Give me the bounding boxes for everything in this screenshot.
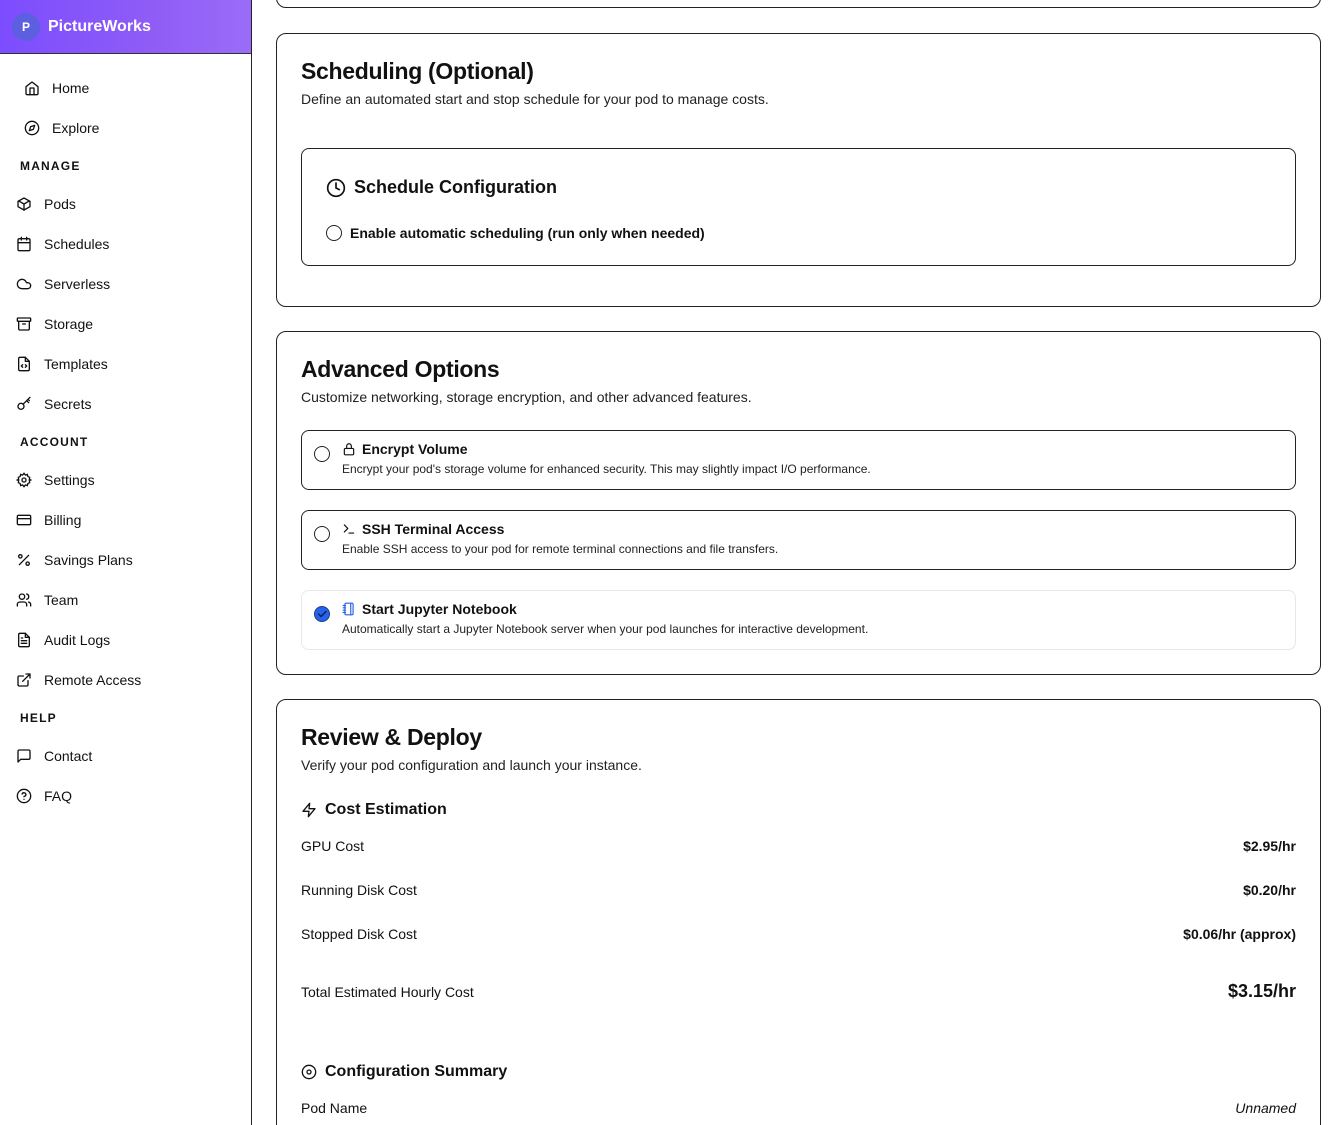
sidebar-item-pods[interactable] [0, 184, 251, 224]
advanced-options-description: Customize networking, storage encryption, and other advanced features. [301, 389, 752, 405]
compass-icon [24, 120, 40, 136]
external-link-icon [16, 672, 32, 688]
clock-icon [326, 178, 346, 198]
sidebar-item-label: Schedules [44, 236, 110, 252]
home-icon [24, 80, 40, 96]
sidebar-section-manage [0, 148, 251, 424]
sidebar-item-label: Savings Plans [44, 552, 133, 568]
sidebar-top-nav [0, 54, 251, 148]
brand-avatar: P [12, 13, 40, 41]
brand-name: PictureWorks [48, 17, 151, 35]
ssh-terminal-radio[interactable] [314, 526, 330, 542]
sidebar-item-label: FAQ [44, 788, 73, 804]
calendar-icon [16, 236, 32, 252]
option-title: Encrypt Volume [362, 441, 468, 457]
sidebar-item-billing[interactable] [0, 500, 251, 540]
advanced-options-title: Advanced Options [301, 356, 500, 382]
cost-row-stopped-disk [301, 926, 1296, 942]
file-text-icon [16, 632, 32, 648]
notebook-icon [342, 602, 356, 616]
option-ssh-terminal-access[interactable] [301, 510, 1296, 570]
sidebar-item-team[interactable] [0, 580, 251, 620]
sidebar-section-account [0, 424, 251, 700]
total-cost-row [301, 981, 1296, 1002]
configuration-summary-title [301, 1063, 507, 1081]
total-cost-label: Total Estimated Hourly Cost [301, 983, 474, 1000]
summary-label: Pod Name [301, 1100, 368, 1116]
sidebar-item-audit-logs[interactable] [0, 620, 251, 660]
terminal-icon [342, 522, 356, 536]
sidebar-item-label: Remote Access [44, 672, 142, 688]
sidebar-item-storage[interactable] [0, 304, 251, 344]
sidebar-item-contact[interactable] [0, 736, 251, 776]
option-title-row [342, 521, 504, 537]
users-icon [16, 592, 32, 608]
sidebar-item-label: Pods [44, 196, 76, 212]
check-icon [316, 608, 328, 620]
scheduling-title: Scheduling (Optional) [301, 58, 534, 84]
summary-row-pod-name [301, 1100, 1296, 1116]
sidebar-item-home[interactable] [0, 68, 251, 108]
schedule-configuration-title [326, 177, 557, 198]
enable-scheduling-radio[interactable] [326, 225, 342, 241]
sidebar-item-remote-access[interactable] [0, 660, 251, 700]
scheduling-description: Define an automated start and stop schedule for your pod to manage costs. [301, 91, 769, 107]
percent-icon [16, 552, 32, 568]
sidebar-item-label: Billing [44, 512, 82, 528]
sidebar-section-help [0, 700, 251, 816]
sidebar-item-label: Serverless [44, 276, 111, 292]
advanced-options-card [276, 331, 1321, 675]
option-title: SSH Terminal Access [362, 521, 505, 537]
enable-scheduling-option[interactable] [326, 225, 705, 241]
sidebar-item-templates[interactable] [0, 344, 251, 384]
section-title: HELP [20, 711, 57, 725]
archive-icon [16, 316, 32, 332]
cost-label: Running Disk Cost [301, 882, 417, 898]
sidebar-item-label: Storage [44, 316, 94, 332]
sidebar-item-label: Templates [44, 356, 108, 372]
section-title: ACCOUNT [20, 435, 89, 449]
sidebar-item-secrets[interactable] [0, 384, 251, 424]
lock-icon [342, 442, 356, 456]
box-icon [16, 196, 32, 212]
cost-row-gpu [301, 838, 1296, 854]
total-cost-value: $3.15/hr [1227, 981, 1296, 1001]
cost-estimation-label: Cost Estimation [325, 801, 447, 818]
review-deploy-description: Verify your pod configuration and launch your instance. [301, 757, 642, 773]
sidebar-item-label: Secrets [44, 396, 92, 412]
cost-value: $0.06/hr (approx) [1183, 926, 1296, 942]
sidebar-item-schedules[interactable] [0, 224, 251, 264]
option-title-row [342, 441, 468, 457]
sidebar-item-label: Explore [52, 120, 100, 136]
section-title: MANAGE [20, 159, 81, 173]
main-content [252, 0, 1339, 1125]
sidebar-item-savings-plans[interactable] [0, 540, 251, 580]
file-code-icon [16, 356, 32, 372]
review-deploy-title: Review & Deploy [301, 724, 482, 750]
gear-icon [16, 472, 32, 488]
key-icon [16, 396, 32, 412]
encrypt-volume-radio[interactable] [314, 446, 330, 462]
message-icon [16, 748, 32, 764]
summary-value: Unnamed [1235, 1100, 1296, 1116]
credit-card-icon [16, 512, 32, 528]
cost-estimation-title [301, 801, 447, 819]
cost-value: $2.95/hr [1243, 838, 1296, 854]
sidebar-item-label: Contact [44, 748, 93, 764]
sidebar-item-explore[interactable] [0, 108, 251, 148]
cpu-icon [301, 1064, 317, 1080]
sidebar-item-label: Home [52, 80, 90, 96]
option-description: Enable SSH access to your pod for remote terminal connections and file transfers. [342, 542, 779, 556]
cost-label: Stopped Disk Cost [301, 926, 417, 942]
option-title-row [342, 601, 517, 617]
scheduling-card [276, 33, 1321, 307]
configuration-summary-label: Configuration Summary [325, 1063, 508, 1080]
sidebar-item-label: Team [44, 592, 79, 608]
option-description: Automatically start a Jupyter Notebook server when your pod launches for interactive development. [342, 622, 869, 636]
enable-scheduling-label: Enable automatic scheduling (run only when needed) [350, 225, 705, 241]
option-title: Start Jupyter Notebook [362, 601, 517, 617]
sidebar-item-settings[interactable] [0, 460, 251, 500]
brand-header[interactable] [0, 0, 251, 54]
review-deploy-card [276, 699, 1321, 1125]
sidebar [0, 0, 252, 1125]
option-encrypt-volume[interactable] [301, 430, 1296, 490]
option-description: Encrypt your pod's storage volume for enhanced security. This may slightly impact I/O performance. [342, 462, 871, 476]
zap-icon [301, 802, 317, 818]
cost-label: GPU Cost [301, 838, 365, 854]
sidebar-item-faq[interactable] [0, 776, 251, 816]
option-start-jupyter-notebook[interactable] [301, 590, 1296, 650]
sidebar-item-serverless[interactable] [0, 264, 251, 304]
cost-row-running-disk [301, 882, 1296, 898]
cost-value: $0.20/hr [1243, 882, 1296, 898]
cloud-icon [16, 276, 32, 292]
previous-card [276, 0, 1321, 8]
help-circle-icon [16, 788, 32, 804]
schedule-configuration-box [301, 148, 1296, 266]
sidebar-item-label: Audit Logs [44, 632, 111, 648]
jupyter-notebook-radio[interactable] [314, 606, 330, 622]
sidebar-item-label: Settings [44, 472, 95, 488]
schedule-configuration-label: Schedule Configuration [354, 177, 558, 197]
